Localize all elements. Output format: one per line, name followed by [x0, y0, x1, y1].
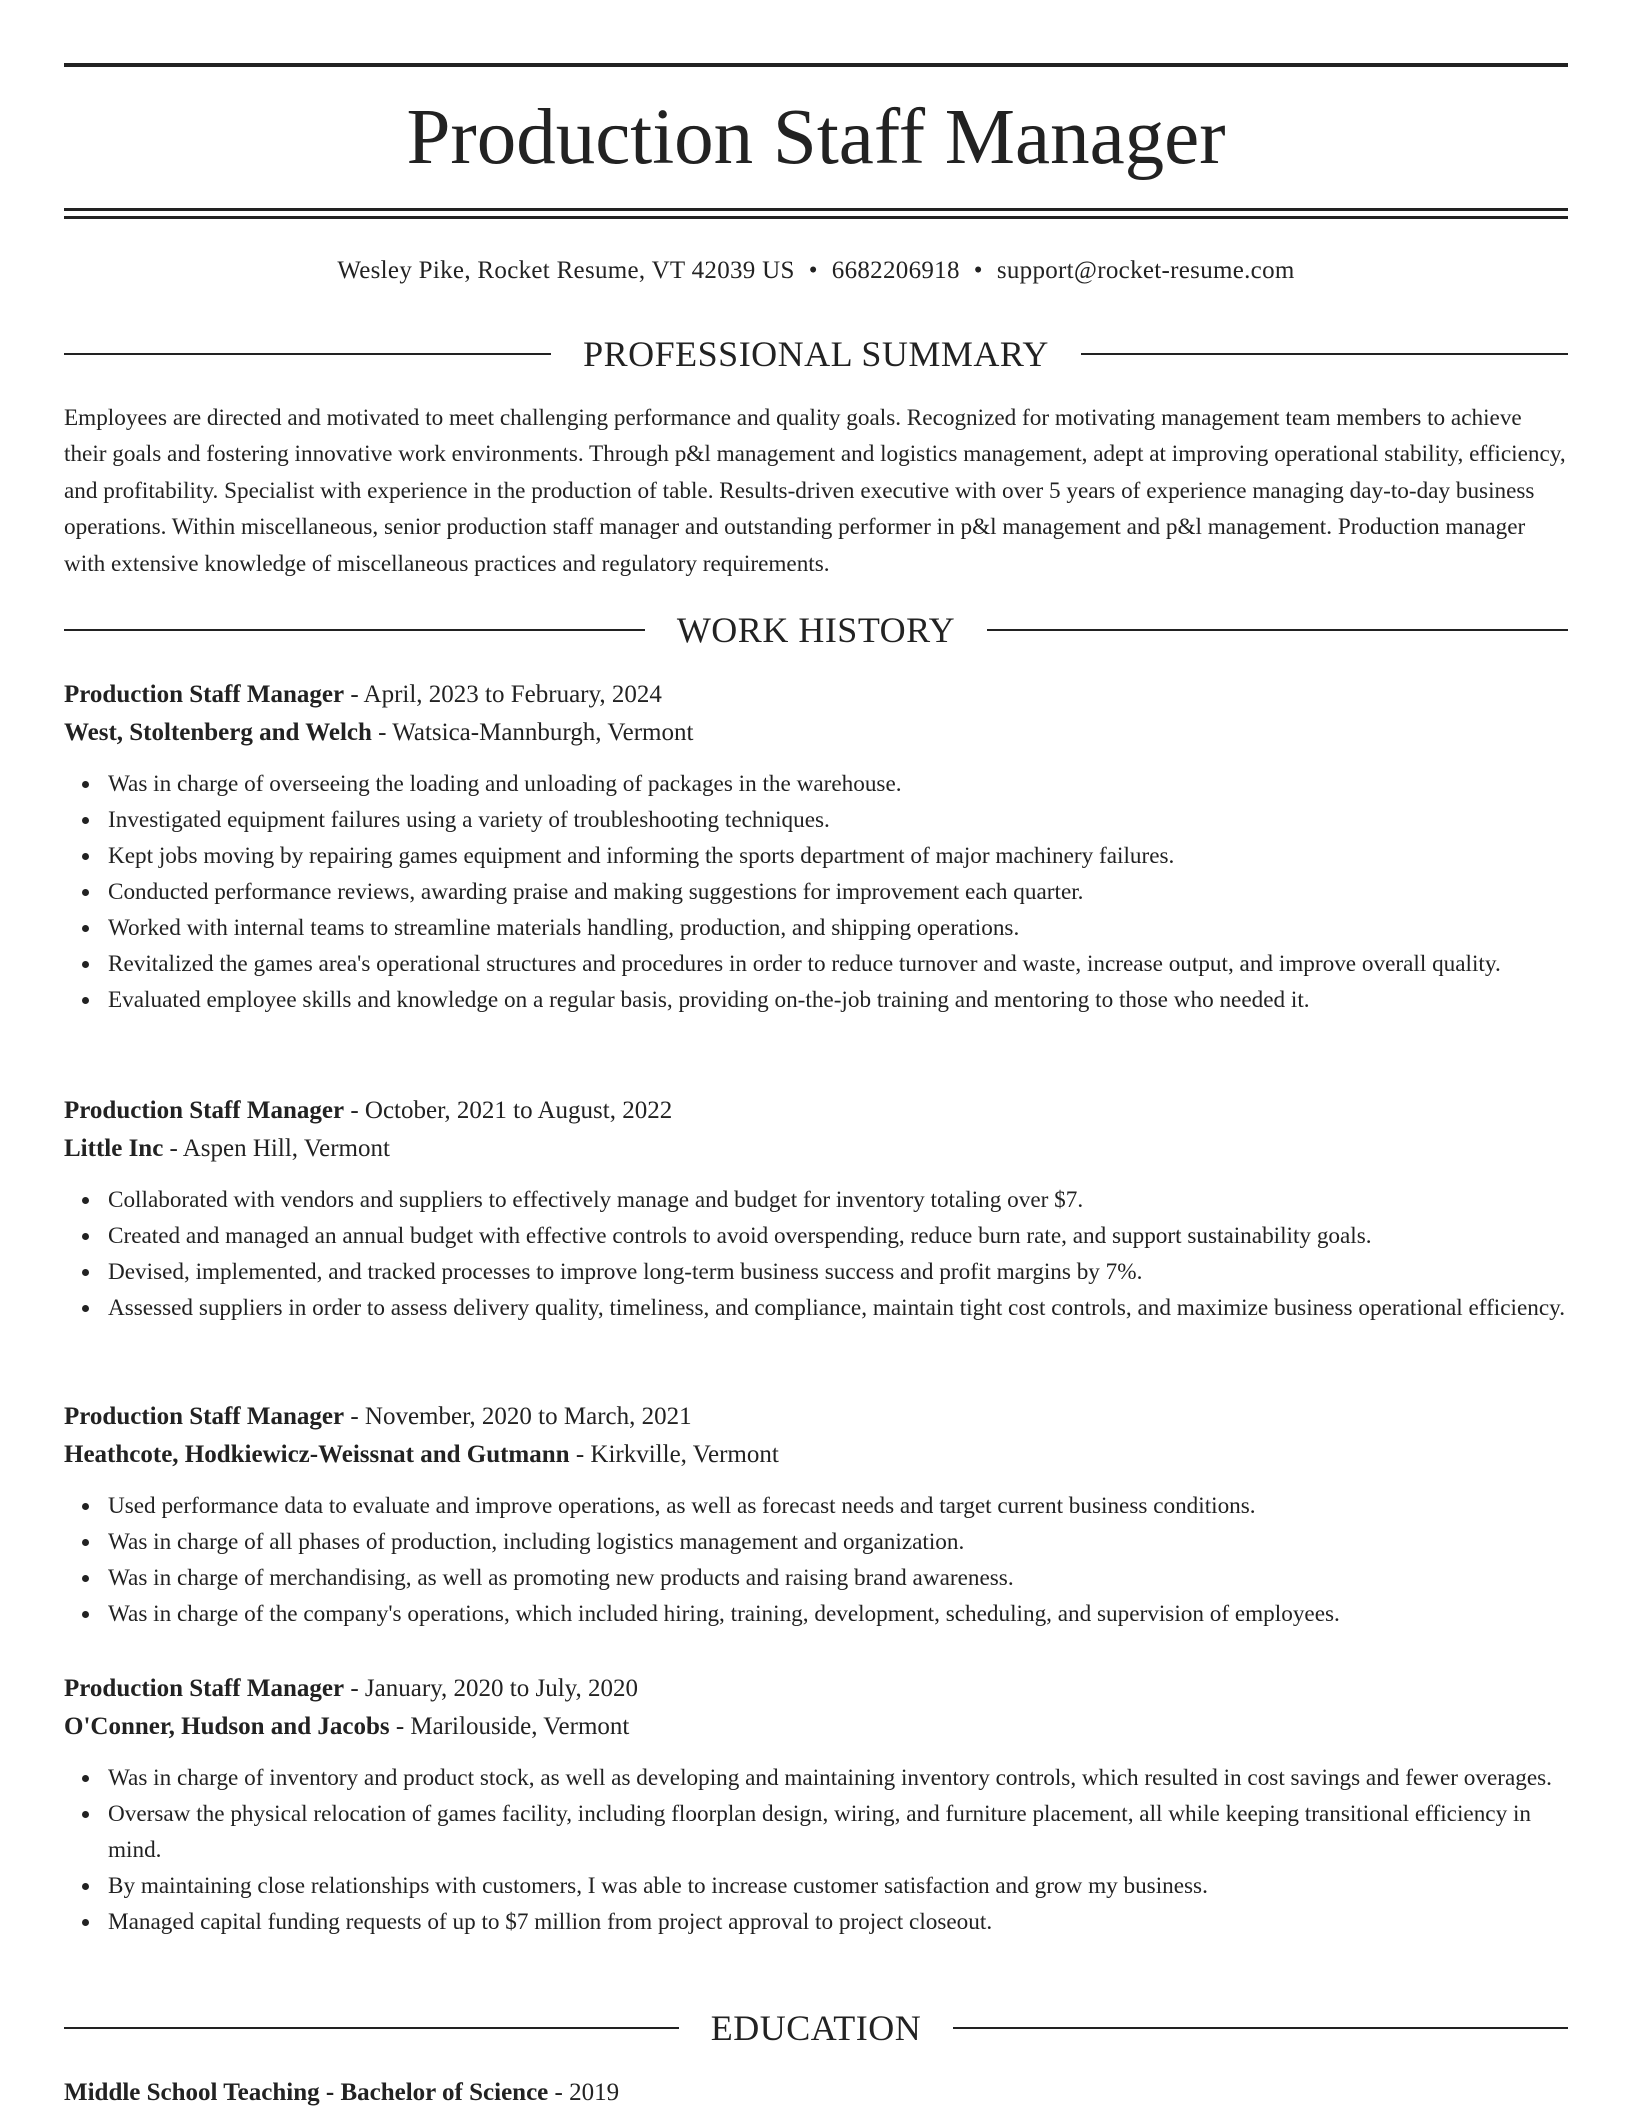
- job-bullet: Collaborated with vendors and suppliers to effectively manage and budget for inventory totaling over $7.: [108, 1182, 1568, 1218]
- job-dates: November, 2020 to March, 2021: [364, 1403, 692, 1430]
- job-company-line: West, Stoltenberg and Welch - Watsica-Mannburgh, Vermont: [64, 719, 694, 746]
- job-title-line: Production Staff Manager - January, 2020 to July, 2020: [64, 1675, 639, 1702]
- education-year: 2019: [569, 2079, 620, 2106]
- job-bullet: Assessed suppliers in order to assess delivery quality, timeliness, and compliance, maintain tight cost controls, and maximize business operational efficiency.: [108, 1290, 1568, 1326]
- summary-heading: [64, 332, 1568, 376]
- job-bullet: Managed capital funding requests of up to $7 million from project approval to project closeout.: [108, 1904, 1568, 1940]
- job-bullets: [64, 766, 1568, 1018]
- job-entry: [64, 1398, 1568, 1632]
- job-entry: [64, 1670, 1568, 1940]
- job-title-line: Production Staff Manager - April, 2023 to February, 2024: [64, 681, 662, 708]
- contact-separator: •: [973, 257, 983, 284]
- job-title: Production Staff Manager: [64, 681, 345, 708]
- job-location: Marilouside, Vermont: [410, 1713, 630, 1740]
- job-entry: [64, 676, 1568, 1018]
- job-bullet: Worked with internal teams to streamline materials handling, production, and shipping operations.: [108, 910, 1568, 946]
- contact-address: Wesley Pike, Rocket Resume, VT 42039 US: [337, 257, 795, 284]
- heading-rule-right: [1081, 353, 1568, 355]
- job-title-line: Production Staff Manager - October, 2021 to August, 2022: [64, 1097, 673, 1124]
- job-dates: October, 2021 to August, 2022: [364, 1097, 673, 1124]
- job-bullet: Was in charge of overseeing the loading and unloading of packages in the warehouse.: [108, 766, 1568, 802]
- job-bullet: Was in charge of all phases of production, including logistics management and organization.: [108, 1524, 1568, 1560]
- title-rule-lower: [64, 216, 1568, 219]
- education-entry: Middle School Teaching - Bachelor of Science - 2019: [64, 2079, 620, 2106]
- job-bullet: Investigated equipment failures using a variety of troubleshooting techniques.: [108, 802, 1568, 838]
- contact-separator: •: [808, 257, 818, 284]
- heading-rule-left: [64, 629, 645, 631]
- job-company: O'Conner, Hudson and Jacobs: [64, 1713, 390, 1740]
- job-bullet: Created and managed an annual budget with effective controls to avoid overspending, reduce burn rate, and support sustainability goals.: [108, 1218, 1568, 1254]
- summary-heading-label: PROFESSIONAL SUMMARY: [583, 334, 1049, 374]
- job-bullet: Revitalized the games area's operational structures and procedures in order to reduce turnover and waste, increase output, and improve overall quality.: [108, 946, 1568, 982]
- job-location: Watsica-Mannburgh, Vermont: [392, 719, 694, 746]
- job-bullets: [64, 1182, 1568, 1326]
- job-location: Aspen Hill, Vermont: [182, 1135, 390, 1162]
- job-bullet: Was in charge of the company's operations, which included hiring, training, development, scheduling, and supervision of employees.: [108, 1596, 1568, 1632]
- job-entry: [64, 1092, 1568, 1326]
- job-title: Production Staff Manager: [64, 1097, 345, 1124]
- heading-rule-right: [953, 2027, 1568, 2029]
- summary-text: Employees are directed and motivated to meet challenging performance and quality goals. Recognized for motivating management team members to achieve their goals and fostering innovative work environments. Through p&l management and logistics management, adept at improving operational stability, efficiency, and profitability. Specialist with experience in the production of table. Results-driven executive with over 5 years of experience managing day-to-day business operations. Within miscellaneous, senior production staff manager and outstanding performer in p&l management and p&l management. Production manager with extensive knowledge of miscellaneous practices and regulatory requirements.: [64, 405, 1566, 577]
- education-heading-label: EDUCATION: [710, 2008, 922, 2048]
- contact-line: [64, 254, 1568, 288]
- job-company: Heathcote, Hodkiewicz-Weissnat and Gutmann: [64, 1441, 570, 1468]
- job-bullet: Was in charge of inventory and product stock, as well as developing and maintaining inventory controls, which resulted in cost savings and fewer overages.: [108, 1760, 1568, 1796]
- job-bullet: Used performance data to evaluate and improve operations, as well as forecast needs and target current business conditions.: [108, 1488, 1568, 1524]
- job-company-line: Little Inc - Aspen Hill, Vermont: [64, 1135, 390, 1162]
- job-company-line: Heathcote, Hodkiewicz-Weissnat and Gutmann - Kirkville, Vermont: [64, 1441, 779, 1468]
- job-dates: January, 2020 to July, 2020: [364, 1675, 639, 1702]
- job-dates: April, 2023 to February, 2024: [363, 681, 662, 708]
- job-bullets: [64, 1760, 1568, 1940]
- education-heading: [64, 2006, 1568, 2050]
- contact-email: support@rocket-resume.com: [996, 257, 1295, 284]
- job-bullet: Kept jobs moving by repairing games equipment and informing the sports department of major machinery failures.: [108, 838, 1568, 874]
- heading-rule-left: [64, 2027, 679, 2029]
- contact-phone: 6682206918: [831, 257, 960, 284]
- education-degree: Middle School Teaching - Bachelor of Science: [64, 2079, 549, 2106]
- page-title: Production Staff Manager: [406, 94, 1226, 181]
- heading-rule-left: [64, 353, 551, 355]
- job-bullets: [64, 1488, 1568, 1632]
- work-history-heading-label: WORK HISTORY: [676, 610, 956, 650]
- top-rule: [64, 63, 1568, 67]
- job-bullet: By maintaining close relationships with customers, I was able to increase customer satisfaction and grow my business.: [108, 1868, 1568, 1904]
- job-bullet: Conducted performance reviews, awarding praise and making suggestions for improvement each quarter.: [108, 874, 1568, 910]
- job-company: West, Stoltenberg and Welch: [64, 719, 372, 746]
- job-bullet: Evaluated employee skills and knowledge on a regular basis, providing on-the-job training and mentoring to those who needed it.: [108, 982, 1568, 1018]
- job-title: Production Staff Manager: [64, 1403, 345, 1430]
- work-history-heading: [64, 608, 1568, 652]
- title-rule-upper: [64, 208, 1568, 211]
- job-bullet: Oversaw the physical relocation of games facility, including floorplan design, wiring, and furniture placement, all while keeping transitional efficiency in mind.: [108, 1796, 1568, 1868]
- heading-rule-right: [987, 629, 1568, 631]
- job-company: Little Inc: [64, 1135, 164, 1162]
- job-bullet: Was in charge of merchandising, as well as promoting new products and raising brand awareness.: [108, 1560, 1568, 1596]
- job-bullet: Devised, implemented, and tracked processes to improve long-term business success and profit margins by 7%.: [108, 1254, 1568, 1290]
- job-company-line: O'Conner, Hudson and Jacobs - Marilouside, Vermont: [64, 1713, 630, 1740]
- job-location: Kirkville, Vermont: [590, 1441, 779, 1468]
- job-title-line: Production Staff Manager - November, 2020 to March, 2021: [64, 1403, 692, 1430]
- job-title: Production Staff Manager: [64, 1675, 345, 1702]
